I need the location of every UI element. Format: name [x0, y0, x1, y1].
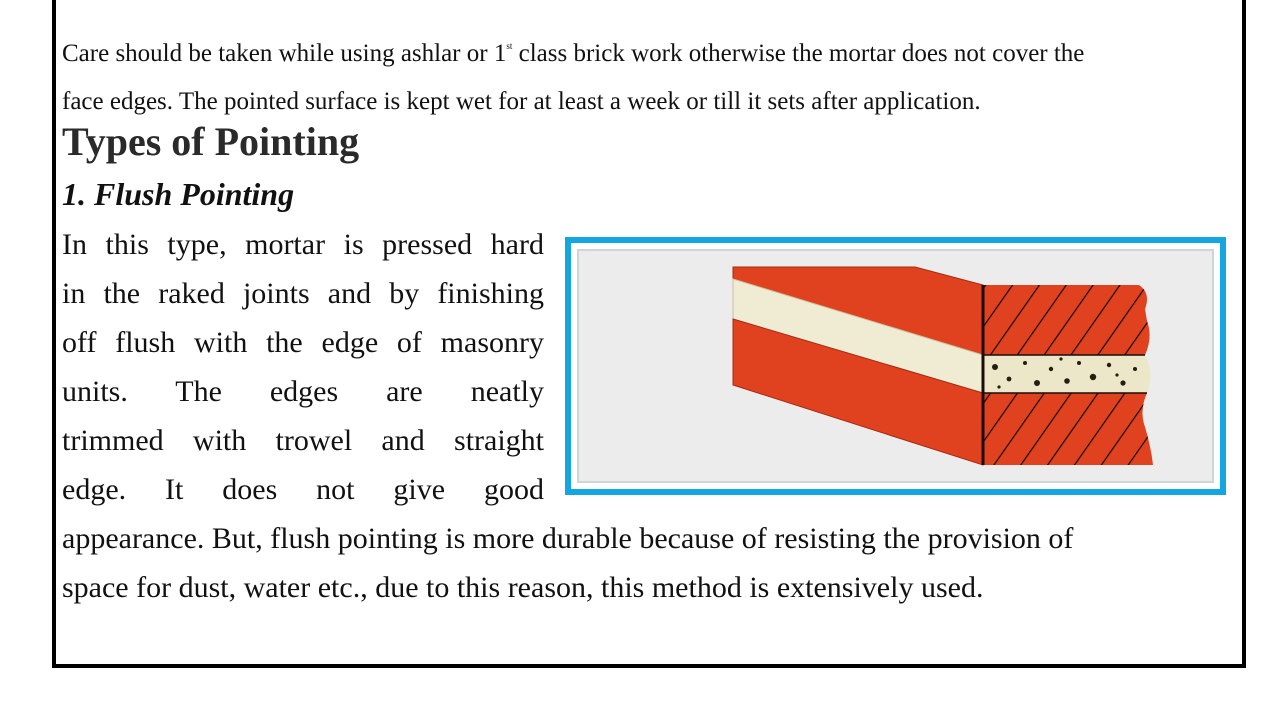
paragraph-line: trimmed with trowel and straight [62, 424, 544, 457]
flush-pointing-illustration [579, 251, 1212, 481]
figure-canvas [577, 249, 1214, 483]
intro-line-2: face edges. The pointed surface is kept wet for at least a week or till it sets after application. [62, 88, 981, 115]
intro-line-1-end: class brick work otherwise the mortar does not cover the [512, 40, 1085, 67]
mortar-section [983, 355, 1151, 393]
flush-pointing-figure [565, 237, 1226, 495]
paragraph-line: units. The edges are neatly [62, 375, 544, 408]
paragraph-line: appearance. But, flush pointing is more durable because of resisting the provision of [62, 522, 1074, 555]
ordinal-superscript: st [506, 41, 513, 51]
flush-pointing-paragraph-column [62, 220, 544, 514]
paragraph-line: space for dust, water etc., due to this reason, this method is extensively used. [62, 571, 984, 604]
section-heading: Types of Pointing [62, 119, 360, 164]
paragraph-line: off flush with the edge of masonry [62, 326, 544, 359]
flush-pointing-paragraph-continued [62, 514, 1238, 612]
paragraph-line: In this type, mortar is pressed hard [62, 228, 544, 261]
paragraph-line: in the raked joints and by finishing [62, 277, 544, 310]
intro-paragraph [62, 22, 1232, 126]
paragraph-line: edge. It does not give good [62, 473, 544, 506]
intro-line-1-start: Care should be taken while using ashlar or 1 [62, 40, 507, 67]
subsection-heading: 1. Flush Pointing [62, 176, 295, 212]
